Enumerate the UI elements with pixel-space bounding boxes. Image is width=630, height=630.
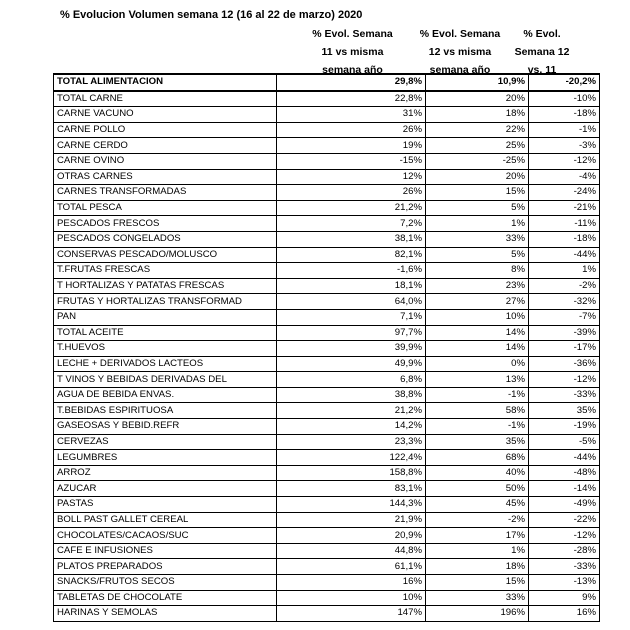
evol-week11-cell: 38,8% bbox=[277, 387, 426, 403]
category-cell: PASTAS bbox=[54, 497, 277, 513]
table-row bbox=[54, 528, 600, 544]
table-row bbox=[54, 216, 600, 232]
evol-week12-cell: 5% bbox=[426, 200, 529, 216]
table-row bbox=[54, 169, 600, 185]
category-cell: TOTAL ACEITE bbox=[54, 325, 277, 341]
header-line: % Evol. Semana bbox=[419, 28, 501, 40]
evol-week11-cell: 38,1% bbox=[277, 231, 426, 247]
evol-week11-cell: 64,0% bbox=[277, 294, 426, 310]
evol-week12-cell: -25% bbox=[426, 153, 529, 169]
page-title: % Evolucion Volumen semana 12 (16 al 22 de marzo) 2020 bbox=[60, 9, 363, 21]
header-line: Semana 12 bbox=[514, 46, 570, 58]
evol-12-vs-11-cell: -39% bbox=[529, 325, 600, 341]
category-cell: CONSERVAS PESCADO/MOLUSCO bbox=[54, 247, 277, 263]
evol-week11-cell: 14,2% bbox=[277, 419, 426, 435]
evol-week11-cell: 97,7% bbox=[277, 325, 426, 341]
evol-12-vs-11-cell: 16% bbox=[529, 606, 600, 622]
evol-12-vs-11-cell: -22% bbox=[529, 512, 600, 528]
evol-12-vs-11-cell: -20,2% bbox=[529, 74, 600, 91]
table-row bbox=[54, 153, 600, 169]
total-row bbox=[54, 74, 600, 91]
evol-week12-cell: 17% bbox=[426, 528, 529, 544]
table-row bbox=[54, 543, 600, 559]
table-row bbox=[54, 575, 600, 591]
evol-12-vs-11-cell: -10% bbox=[529, 91, 600, 107]
header-line: semana año bbox=[429, 64, 491, 76]
evol-week11-cell: 7,1% bbox=[277, 309, 426, 325]
evol-12-vs-11-cell: -17% bbox=[529, 341, 600, 357]
evol-week11-cell: 26% bbox=[277, 122, 426, 138]
evol-week12-cell: 33% bbox=[426, 590, 529, 606]
evol-week11-cell: 19% bbox=[277, 138, 426, 154]
evol-week11-cell: 26% bbox=[277, 185, 426, 201]
evol-week11-cell: 21,2% bbox=[277, 200, 426, 216]
category-cell: OTRAS CARNES bbox=[54, 169, 277, 185]
evol-12-vs-11-cell: -19% bbox=[529, 419, 600, 435]
table-row bbox=[54, 559, 600, 575]
evol-12-vs-11-cell: -1% bbox=[529, 122, 600, 138]
evol-week11-cell: 18,1% bbox=[277, 278, 426, 294]
category-cell: CARNE CERDO bbox=[54, 138, 277, 154]
category-cell: PAN bbox=[54, 309, 277, 325]
column-header-week12 bbox=[410, 25, 510, 79]
evol-week11-cell: 7,2% bbox=[277, 216, 426, 232]
evol-week11-cell: 144,3% bbox=[277, 497, 426, 513]
evol-week12-cell: 40% bbox=[426, 465, 529, 481]
table-row bbox=[54, 263, 600, 279]
evol-week11-cell: 61,1% bbox=[277, 559, 426, 575]
evol-week12-cell: 68% bbox=[426, 450, 529, 466]
evol-week12-cell: 18% bbox=[426, 559, 529, 575]
table-row bbox=[54, 247, 600, 263]
category-cell: T.HUEVOS bbox=[54, 341, 277, 357]
category-cell: CERVEZAS bbox=[54, 434, 277, 450]
evol-12-vs-11-cell: -48% bbox=[529, 465, 600, 481]
evol-week11-cell: 39,9% bbox=[277, 341, 426, 357]
table-row bbox=[54, 512, 600, 528]
category-cell: LEGUMBRES bbox=[54, 450, 277, 466]
category-cell: FRUTAS Y HORTALIZAS TRANSFORMAD bbox=[54, 294, 277, 310]
evol-week12-cell: 25% bbox=[426, 138, 529, 154]
column-header-week11 bbox=[290, 25, 415, 79]
evol-week12-cell: 27% bbox=[426, 294, 529, 310]
table-row bbox=[54, 434, 600, 450]
evol-week11-cell: 21,9% bbox=[277, 512, 426, 528]
evol-12-vs-11-cell: -18% bbox=[529, 231, 600, 247]
table-row bbox=[54, 309, 600, 325]
table-row bbox=[54, 450, 600, 466]
header-line: 12 vs misma bbox=[428, 46, 492, 58]
evol-12-vs-11-cell: -18% bbox=[529, 107, 600, 123]
header-line: semana año bbox=[322, 64, 383, 76]
table-row bbox=[54, 372, 600, 388]
evol-12-vs-11-cell: -12% bbox=[529, 372, 600, 388]
category-cell: TABLETAS DE CHOCOLATE bbox=[54, 590, 277, 606]
evol-week11-cell: 49,9% bbox=[277, 356, 426, 372]
table-row bbox=[54, 606, 600, 622]
evol-12-vs-11-cell: -33% bbox=[529, 387, 600, 403]
category-cell: CARNE VACUNO bbox=[54, 107, 277, 123]
category-cell: PLATOS PREPARADOS bbox=[54, 559, 277, 575]
evol-week12-cell: 20% bbox=[426, 91, 529, 107]
evol-week11-cell: 10% bbox=[277, 590, 426, 606]
evol-week11-cell: 31% bbox=[277, 107, 426, 123]
evol-week12-cell: 5% bbox=[426, 247, 529, 263]
volume-evolution-table bbox=[53, 73, 600, 622]
evol-12-vs-11-cell: -12% bbox=[529, 153, 600, 169]
table-row bbox=[54, 231, 600, 247]
table-row bbox=[54, 465, 600, 481]
evol-week12-cell: 35% bbox=[426, 434, 529, 450]
evol-week11-cell: 122,4% bbox=[277, 450, 426, 466]
category-cell: AZUCAR bbox=[54, 481, 277, 497]
category-cell: CHOCOLATES/CACAOS/SUC bbox=[54, 528, 277, 544]
evol-week11-cell: 29,8% bbox=[277, 74, 426, 91]
table-row bbox=[54, 200, 600, 216]
evol-12-vs-11-cell: -36% bbox=[529, 356, 600, 372]
evol-12-vs-11-cell: -28% bbox=[529, 543, 600, 559]
evol-week11-cell: 147% bbox=[277, 606, 426, 622]
evol-12-vs-11-cell: -7% bbox=[529, 309, 600, 325]
evol-12-vs-11-cell: -33% bbox=[529, 559, 600, 575]
table-row bbox=[54, 185, 600, 201]
table-row bbox=[54, 481, 600, 497]
evol-12-vs-11-cell: -32% bbox=[529, 294, 600, 310]
evol-12-vs-11-cell: -44% bbox=[529, 450, 600, 466]
evol-week12-cell: 10,9% bbox=[426, 74, 529, 91]
header-line: % Evol. bbox=[523, 28, 561, 40]
table-row bbox=[54, 107, 600, 123]
evol-12-vs-11-cell: 1% bbox=[529, 263, 600, 279]
evol-week11-cell: 158,8% bbox=[277, 465, 426, 481]
header-line: vs. 11 bbox=[527, 64, 557, 76]
table-row bbox=[54, 419, 600, 435]
table-row bbox=[54, 497, 600, 513]
evol-week12-cell: 15% bbox=[426, 185, 529, 201]
evol-week11-cell: 22,8% bbox=[277, 91, 426, 107]
evol-week11-cell: -1,6% bbox=[277, 263, 426, 279]
evol-12-vs-11-cell: -5% bbox=[529, 434, 600, 450]
evol-week12-cell: 196% bbox=[426, 606, 529, 622]
evol-12-vs-11-cell: -4% bbox=[529, 169, 600, 185]
evol-week12-cell: 15% bbox=[426, 575, 529, 591]
category-cell: LECHE + DERIVADOS LACTEOS bbox=[54, 356, 277, 372]
evol-12-vs-11-cell: -24% bbox=[529, 185, 600, 201]
evol-week11-cell: 23,3% bbox=[277, 434, 426, 450]
category-cell: T.FRUTAS FRESCAS bbox=[54, 263, 277, 279]
evol-week11-cell: 44,8% bbox=[277, 543, 426, 559]
category-cell: PESCADOS FRESCOS bbox=[54, 216, 277, 232]
evol-week12-cell: 20% bbox=[426, 169, 529, 185]
category-cell: CARNES TRANSFORMADAS bbox=[54, 185, 277, 201]
evol-week12-cell: 8% bbox=[426, 263, 529, 279]
evol-12-vs-11-cell: 35% bbox=[529, 403, 600, 419]
evol-week12-cell: 18% bbox=[426, 107, 529, 123]
category-cell: CARNE OVINO bbox=[54, 153, 277, 169]
evol-12-vs-11-cell: -11% bbox=[529, 216, 600, 232]
evol-week11-cell: 16% bbox=[277, 575, 426, 591]
category-cell: CAFE E INFUSIONES bbox=[54, 543, 277, 559]
evol-week12-cell: 45% bbox=[426, 497, 529, 513]
table-row bbox=[54, 294, 600, 310]
evol-week12-cell: 10% bbox=[426, 309, 529, 325]
header-line: % Evol. Semana bbox=[312, 28, 393, 40]
category-cell: PESCADOS CONGELADOS bbox=[54, 231, 277, 247]
evol-12-vs-11-cell: -49% bbox=[529, 497, 600, 513]
evol-week12-cell: 14% bbox=[426, 325, 529, 341]
table-row bbox=[54, 91, 600, 107]
category-cell: TOTAL PESCA bbox=[54, 200, 277, 216]
evol-week12-cell: -2% bbox=[426, 512, 529, 528]
table-row bbox=[54, 590, 600, 606]
evol-week11-cell: 20,9% bbox=[277, 528, 426, 544]
evol-week12-cell: 22% bbox=[426, 122, 529, 138]
evol-12-vs-11-cell: -21% bbox=[529, 200, 600, 216]
evol-12-vs-11-cell: -12% bbox=[529, 528, 600, 544]
table-row bbox=[54, 356, 600, 372]
evol-12-vs-11-cell: -14% bbox=[529, 481, 600, 497]
column-header-week12-vs-11 bbox=[506, 25, 578, 79]
table-row bbox=[54, 387, 600, 403]
evol-week11-cell: 82,1% bbox=[277, 247, 426, 263]
evol-12-vs-11-cell: -3% bbox=[529, 138, 600, 154]
table-row bbox=[54, 341, 600, 357]
category-cell: TOTAL CARNE bbox=[54, 91, 277, 107]
category-cell: T VINOS Y BEBIDAS DERIVADAS DEL bbox=[54, 372, 277, 388]
evol-12-vs-11-cell: -2% bbox=[529, 278, 600, 294]
category-cell: ARROZ bbox=[54, 465, 277, 481]
category-cell: T.BEBIDAS ESPIRITUOSA bbox=[54, 403, 277, 419]
evol-week12-cell: -1% bbox=[426, 419, 529, 435]
evol-week12-cell: 1% bbox=[426, 543, 529, 559]
evol-12-vs-11-cell: 9% bbox=[529, 590, 600, 606]
evol-week12-cell: 13% bbox=[426, 372, 529, 388]
evol-week11-cell: 21,2% bbox=[277, 403, 426, 419]
table-row bbox=[54, 325, 600, 341]
evol-12-vs-11-cell: -13% bbox=[529, 575, 600, 591]
category-cell: SNACKS/FRUTOS SECOS bbox=[54, 575, 277, 591]
category-cell: BOLL PAST GALLET CEREAL bbox=[54, 512, 277, 528]
category-cell: GASEOSAS Y BEBID.REFR bbox=[54, 419, 277, 435]
evol-week12-cell: -1% bbox=[426, 387, 529, 403]
evol-12-vs-11-cell: -44% bbox=[529, 247, 600, 263]
evol-week12-cell: 14% bbox=[426, 341, 529, 357]
evol-week11-cell: 12% bbox=[277, 169, 426, 185]
evol-week12-cell: 50% bbox=[426, 481, 529, 497]
category-cell: HARINAS Y SEMOLAS bbox=[54, 606, 277, 622]
category-cell: TOTAL ALIMENTACION bbox=[54, 74, 277, 91]
table-row bbox=[54, 403, 600, 419]
header-line: 11 vs misma bbox=[321, 46, 384, 58]
evol-week12-cell: 58% bbox=[426, 403, 529, 419]
category-cell: CARNE POLLO bbox=[54, 122, 277, 138]
category-cell: AGUA DE BEBIDA ENVAS. bbox=[54, 387, 277, 403]
evol-week11-cell: 83,1% bbox=[277, 481, 426, 497]
category-cell: T HORTALIZAS Y PATATAS FRESCAS bbox=[54, 278, 277, 294]
table-row bbox=[54, 138, 600, 154]
evol-week11-cell: 6,8% bbox=[277, 372, 426, 388]
evol-week12-cell: 23% bbox=[426, 278, 529, 294]
table-row bbox=[54, 122, 600, 138]
evol-week12-cell: 0% bbox=[426, 356, 529, 372]
evol-week12-cell: 33% bbox=[426, 231, 529, 247]
evol-week12-cell: 1% bbox=[426, 216, 529, 232]
table-row bbox=[54, 278, 600, 294]
evol-week11-cell: -15% bbox=[277, 153, 426, 169]
